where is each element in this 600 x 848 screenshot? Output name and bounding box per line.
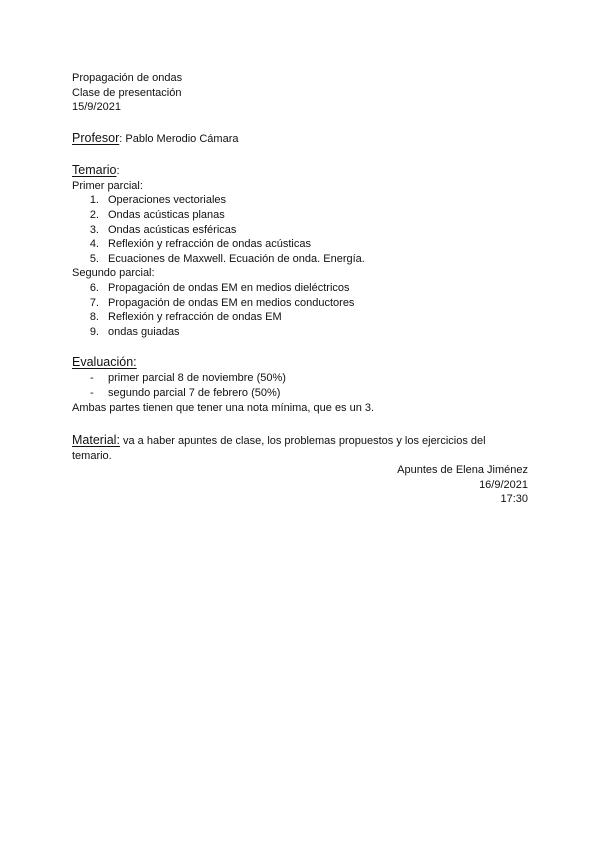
material-text: va a haber apuntes de clase, los problemas propuestos y los ejercicios del temario.	[72, 435, 486, 462]
document-content	[72, 71, 528, 507]
list-item	[72, 310, 528, 325]
class-date: 15/9/2021	[72, 101, 121, 114]
signature-time: 17:30	[500, 493, 528, 506]
profesor-separator: :	[119, 132, 123, 145]
item-number: 8.	[89, 311, 99, 324]
item-number: 7.	[89, 296, 99, 309]
profesor-row	[72, 130, 528, 147]
item-text: Ondas acústicas esféricas	[108, 223, 237, 236]
evaluacion-row	[72, 354, 528, 371]
item-number: 2.	[89, 208, 99, 221]
item-text: Ecuaciones de Maxwell. Ecuación de onda. Energía.	[108, 252, 365, 265]
dash-bullet: -	[90, 372, 94, 385]
part-title: Primer parcial:	[72, 179, 143, 192]
part-title: Segundo parcial:	[72, 267, 155, 280]
item-text: primer parcial 8 de noviembre (50%)	[108, 372, 286, 385]
list-item	[72, 208, 528, 223]
profesor-name: Pablo Merodio Cámara	[122, 132, 239, 145]
dash-bullet: -	[90, 386, 94, 399]
item-number: 4.	[89, 238, 99, 251]
item-number: 9.	[89, 325, 99, 338]
temario-separator: :	[116, 164, 120, 177]
list-item	[72, 193, 528, 208]
evaluacion-note: Ambas partes tienen que tener una nota mínima, que es un 3.	[72, 401, 375, 414]
item-text: Propagación de ondas EM en medios conductores	[108, 296, 355, 309]
item-number: 5.	[89, 252, 99, 265]
list-item	[72, 296, 528, 311]
temario-heading: Temario	[72, 162, 117, 177]
item-text: Propagación de ondas EM en medios dieléctricos	[108, 281, 350, 294]
class-subtitle: Clase de presentación	[72, 86, 182, 99]
material-heading: Material:	[72, 433, 120, 448]
item-text: segundo parcial 7 de febrero (50%)	[108, 386, 281, 399]
item-number: 1.	[89, 194, 99, 207]
list-item	[72, 386, 528, 401]
item-number: 6.	[89, 281, 99, 294]
material-paragraph	[72, 432, 528, 463]
list-item	[72, 237, 528, 252]
item-number: 3.	[89, 223, 99, 236]
signature-block	[72, 463, 528, 507]
topic-list-part-2	[72, 281, 528, 339]
item-text: Reflexión y refracción de ondas acústicas	[108, 238, 311, 251]
evaluacion-heading: Evaluación:	[72, 355, 137, 370]
list-item	[72, 325, 528, 340]
profesor-heading: Profesor	[72, 130, 120, 145]
list-item	[72, 371, 528, 386]
item-text: ondas guiadas	[108, 325, 180, 338]
evaluacion-list	[72, 371, 528, 400]
item-text: Ondas acústicas planas	[108, 208, 225, 221]
list-item	[72, 281, 528, 296]
list-item	[72, 223, 528, 238]
temario-row	[72, 162, 528, 179]
course-title: Propagación de ondas	[72, 72, 183, 84]
list-item	[72, 252, 528, 267]
item-text: Operaciones vectoriales	[108, 194, 227, 207]
item-text: Reflexión y refracción de ondas EM	[108, 311, 282, 324]
topic-list-part-1	[72, 193, 528, 266]
signature-author: Apuntes de Elena Jiménez	[397, 464, 528, 477]
signature-date: 16/9/2021	[479, 478, 528, 491]
